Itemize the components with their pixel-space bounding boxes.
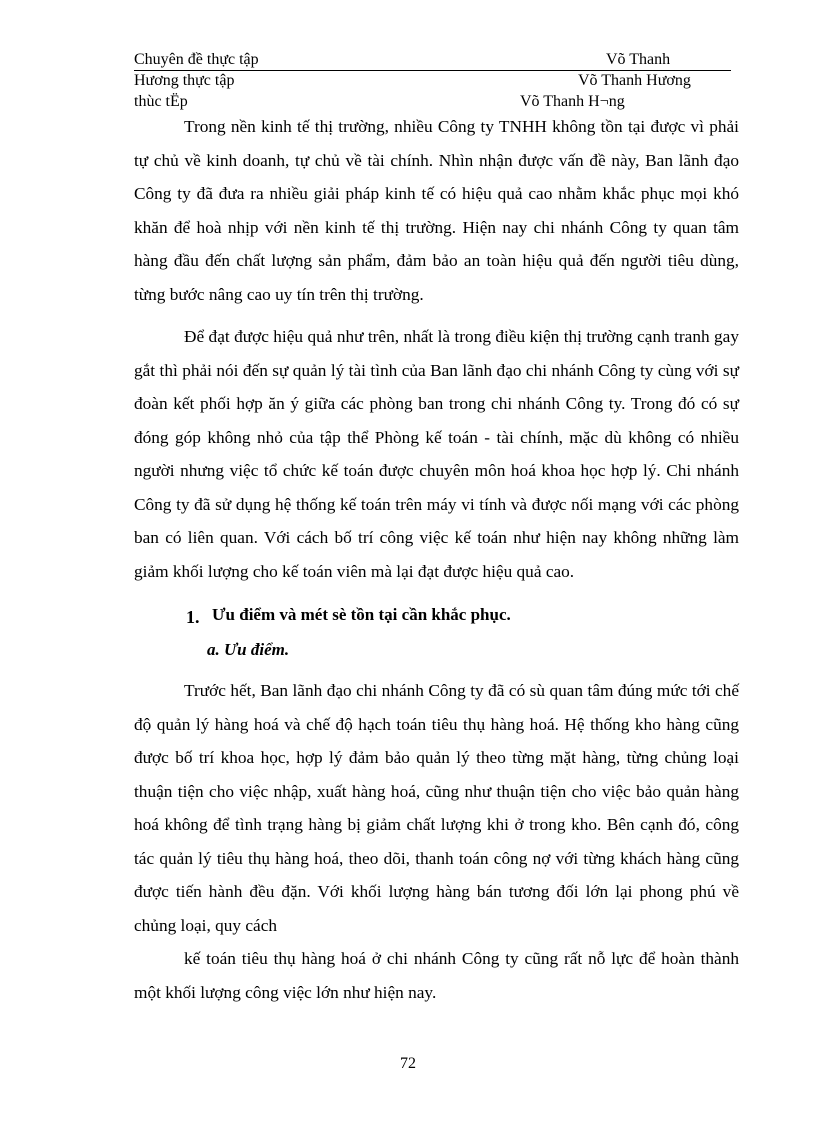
body-text <box>134 110 739 1009</box>
section-number: 1. <box>186 607 200 627</box>
paragraph-1: Trong nền kinh tế thị trường, nhiều Công ty TNHH không tồn tại được vì phải tự chủ về kinh doanh, tự chủ về tài chính. Nhìn nhận được vấn đề này, Ban lãnh đạo Công ty đã đưa ra nhiều giải pháp kinh tế có hiệu quả cao nhằm khắc phục mọi khó khăn để hoà nhịp với nền kinh tế thị trường. Hiện nay chi nhánh Công ty quan tâm hàng đầu đến chất lượng sản phẩm, đảm bảo an toàn hiệu quả đến người tiêu dùng, từng bước nâng cao uy tín trên thị trường. <box>134 117 739 304</box>
section-title: Ưu điểm và mét sè tồn tại cần khắc phục. <box>212 605 511 624</box>
section-heading <box>134 599 739 630</box>
paragraph-4: kế toán tiêu thụ hàng hoá ở chi nhánh Công ty cũng rất nỗ lực để hoàn thành một khối lượng công việc lớn như hiện nay. <box>134 949 739 1002</box>
header-left-line1: Chuyên đề thực tập <box>134 51 259 68</box>
header-left-line2: Hương thực tập <box>134 72 235 89</box>
header-rule <box>134 70 731 71</box>
header-right-line1: Võ Thanh <box>606 51 671 68</box>
paragraph-2: Để đạt được hiệu quả như trên, nhất là trong điều kiện thị trường cạnh tranh gay gắt thì phải nói đến sự quản lý tài tình của Ban lãnh đạo chi nhánh Công ty cùng với sự đoàn kết phối hợp ăn ý giữa các phòng ban trong chi nhánh Công ty. Trong đó có sự đóng góp không nhỏ của tập thể Phòng kế toán - tài chính, mặc dù không có nhiều người nhưng việc tổ chức kế toán được chuyên môn hoá khoa học hợp lý. Chi nhánh Công ty đã sử dụng hệ thống kế toán trên máy vi tính và được nối mạng với các phòng ban có liên quan. Với cách bố trí công việc kế toán như hiện nay không những làm giảm khối lượng cho kế toán viên mà lại đạt được hiệu quả cao. <box>134 327 739 581</box>
header-right-line2: Võ Thanh Hương <box>578 72 691 89</box>
page-number: 72 <box>400 1055 416 1072</box>
paragraph-3: Trước hết, Ban lãnh đạo chi nhánh Công ty đã có sù quan tâm đúng mức tới chế độ quản lý hàng hoá và chế độ hạch toán tiêu thụ hàng hoá. Hệ thống kho hàng cũng được bố trí khoa học, hợp lý đảm bảo quản lý theo từng mặt hàng, từng chủng loại thuận tiện cho việc nhập, xuất hàng hoá, cũng như thuận tiện cho việc bảo quản hàng hoá không để tình trạng hàng bị giảm chất lượng khi ở trong kho. Bên cạnh đó, công tác quản lý tiêu thụ hàng hoá, theo dõi, thanh toán công nợ với từng khách hàng cũng được tiến hành đều đặn. Với khối lượng hàng bán tương đối lớn lại phong phú về chủng loại, quy cách <box>134 681 739 935</box>
header-right-line3: Võ Thanh H¬ng <box>520 93 625 110</box>
subheading: a. Ưu điểm. <box>207 640 290 659</box>
header-left-line3: thùc tËp <box>134 93 188 110</box>
